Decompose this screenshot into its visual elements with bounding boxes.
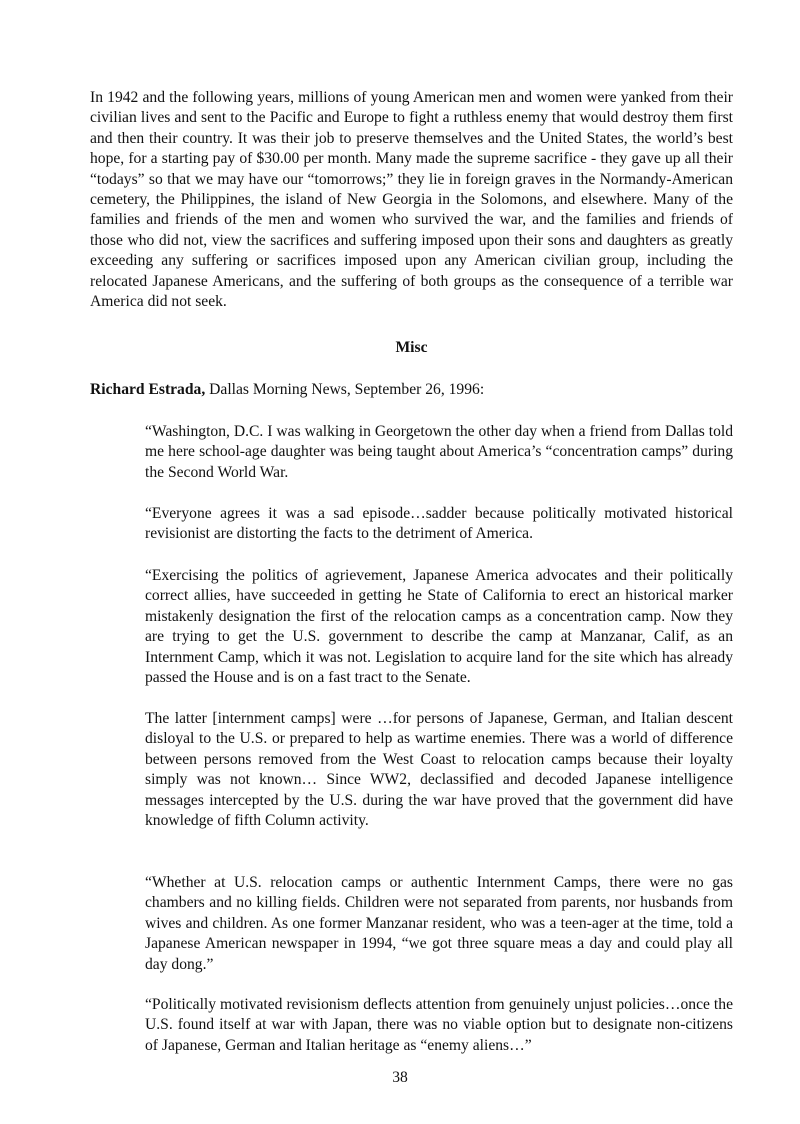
quote-paragraph: “Washington, D.C. I was walking in Georgetown the other day when a friend from Dallas told me here school-age daughter was being taught about America’s “concentration camps” during the Second World War. bbox=[145, 423, 733, 481]
quote-attribution bbox=[90, 380, 733, 400]
page-number: 38 bbox=[392, 1069, 408, 1086]
quote-paragraph: “Everyone agrees it was a sad episode…sadder because politically motivated historical revisionist are distorting the facts to the detriment of America. bbox=[145, 505, 733, 543]
quote-paragraph: The latter [internment camps] were …for persons of Japanese, German, and Italian descent disloyal to the U.S. or prepared to help as wartime enemies. There was a world of difference between persons removed from the West Coast to relocation camps because their loyalty simply was not known… Since WW2, declassified and decoded Japanese intelligence messages intercepted by the U.S. during the war have proved that the government did have knowledge of fifth Column activity. bbox=[145, 710, 733, 830]
section-heading: Misc bbox=[395, 339, 428, 356]
quote-paragraph: “Exercising the politics of agrievement, Japanese America advocates and their politically correct allies, have succeeded in getting he State of California to erect an historical marker mistakenly designation the first of the relocation camps as a concentration camp. Now they are trying to get the U.S. government to describe the camp at Manzanar, Calif, as an Internment Camp, which it was not. Legislation to acquire land for the site which has already passed the House and is on a fast tract to the Senate. bbox=[145, 567, 733, 687]
quote-paragraph: “Whether at U.S. relocation camps or authentic Internment Camps, there were no gas chambers and no killing fields. Children were not separated from parents, nor husbands from wives and children. As one former Manzanar resident, who was a teen-ager at the time, told a Japanese American newspaper in 1994, “we got three square meas a day and could play all day dong.” bbox=[145, 874, 733, 973]
intro-paragraph: In 1942 and the following years, millions of young American men and women were yanked from their civilian lives and sent to the Pacific and Europe to fight a ruthless enemy that would destroy them first and then their country. It was their job to preserve themselves and the United States, the world’s best hope, for a starting pay of $30.00 per month. Many made the supreme sacrifice - they gave up all their “todays” so that we may have our “tomorrows;” they lie in foreign graves in the Normandy-American cemetery, the Philippines, the island of New Georgia in the Solomons, and elsewhere. Many of the families and friends of the men and women who survived the war, and the families and friends of those who did not, view the sacrifices and suffering imposed upon their sons and daughters as greatly exceeding any suffering or sacrifices imposed upon any American civilian group, including the relocated Japanese Americans, and the suffering of both groups as the consequence of a terrible war America did not seek. bbox=[90, 89, 733, 311]
author-name: Richard Estrada, bbox=[90, 381, 206, 398]
quote-paragraph: “Politically motivated revisionism deflects attention from genuinely unjust policies…once the U.S. found itself at war with Japan, there was no viable option but to designate non-citizens of Japanese, German and Italian heritage as “enemy aliens…” bbox=[145, 996, 733, 1054]
source-citation: Dallas Morning News, September 26, 1996: bbox=[205, 381, 485, 398]
